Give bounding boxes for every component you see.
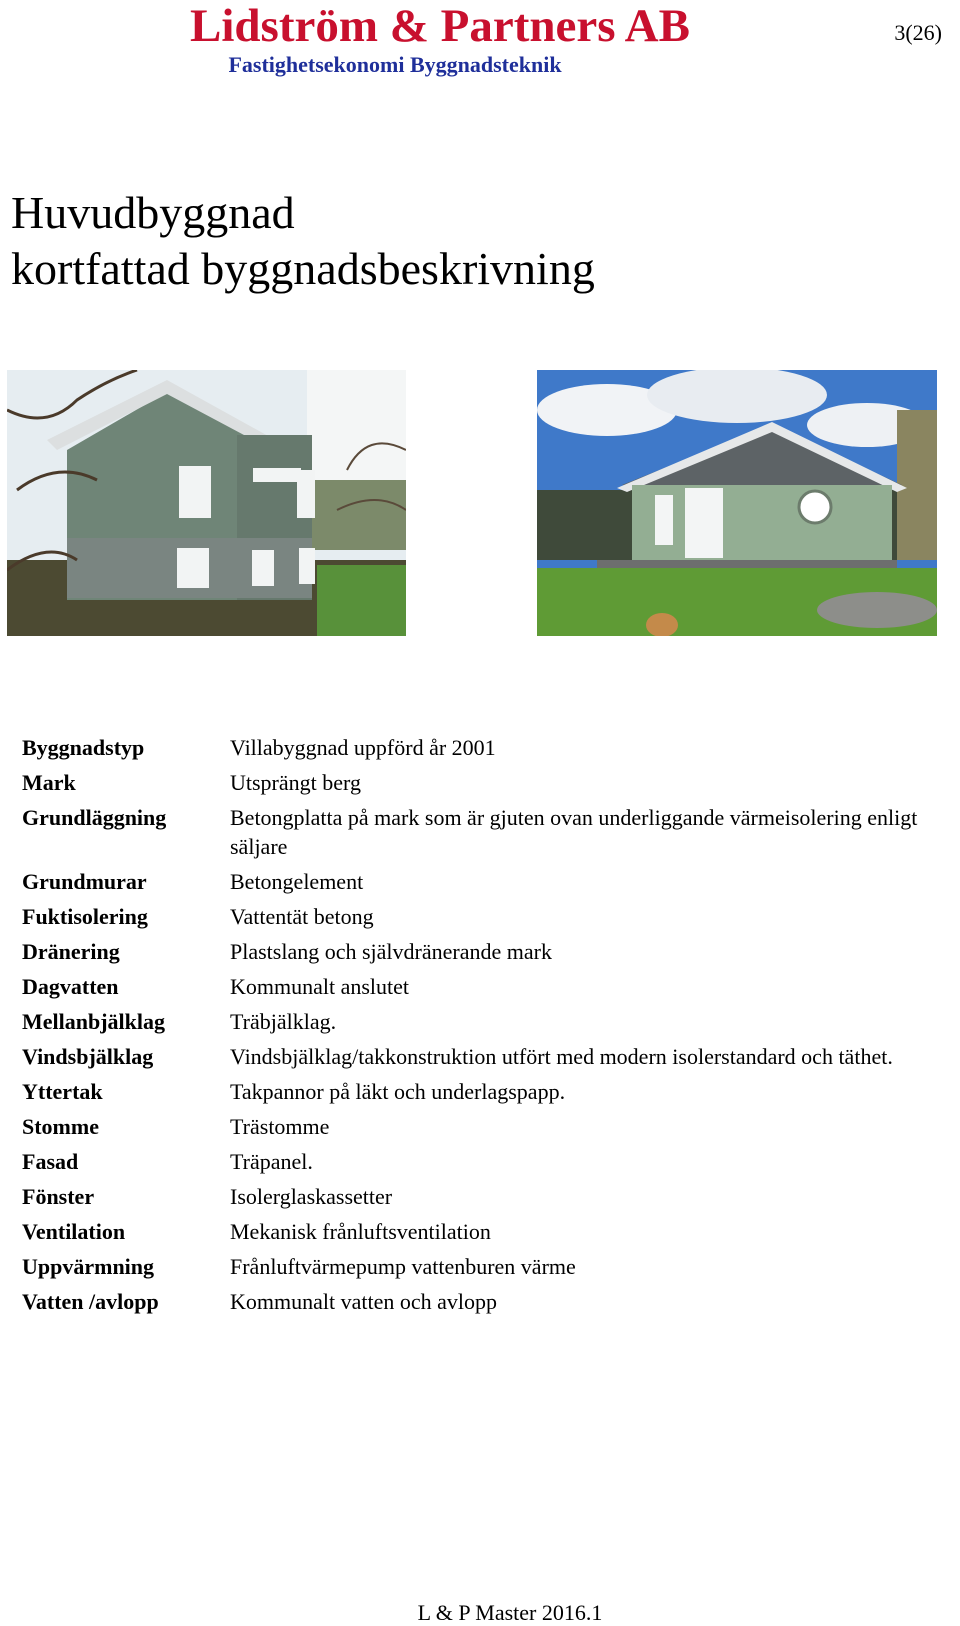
spec-row	[22, 1077, 942, 1106]
spec-value: Träbjälklag.	[230, 1009, 337, 1034]
spec-label: Fuktisolering	[22, 904, 148, 929]
spec-label: Fönster	[22, 1184, 95, 1209]
spec-label: Vatten /avlopp	[22, 1289, 159, 1314]
spec-label: Fasad	[22, 1149, 79, 1174]
spec-row	[22, 1007, 942, 1036]
spec-label: Grundläggning	[22, 805, 167, 830]
footer-text: L & P Master 2016.1	[417, 1600, 603, 1625]
company-name: Lidström & Partners AB	[190, 0, 690, 52]
house-photo-side	[7, 370, 406, 636]
spec-value: Vindsbjälklag/takkonstruktion utfört med modern isolerstandard och täthet.	[230, 1044, 893, 1069]
spec-label: Mark	[22, 770, 76, 795]
spec-value: Träpanel.	[230, 1149, 313, 1174]
spec-value: Takpannor på läkt och underlagspapp.	[230, 1079, 566, 1104]
page-heading	[11, 185, 595, 297]
heading-line-2: kortfattad byggnadsbeskrivning	[11, 243, 595, 294]
spec-row	[22, 1042, 942, 1071]
spec-label: Ventilation	[22, 1219, 126, 1244]
house-photo-terrace	[537, 370, 937, 636]
spec-row	[22, 803, 942, 861]
spec-row	[22, 1112, 942, 1141]
spec-row	[22, 1252, 942, 1281]
spec-row	[22, 1182, 942, 1211]
spec-label: Stomme	[22, 1114, 99, 1139]
spec-label: Grundmurar	[22, 869, 147, 894]
spec-label: Uppvärmning	[22, 1254, 155, 1279]
spec-label: Yttertak	[22, 1079, 103, 1104]
spec-value: Trästomme	[230, 1114, 330, 1139]
spec-label: Vindsbjälklag	[22, 1044, 154, 1069]
company-subtitle: Fastighetsekonomi Byggnadsteknik	[228, 52, 562, 77]
spec-value: Frånluftvärmepump vattenburen värme	[230, 1254, 576, 1279]
spec-label: Dagvatten	[22, 974, 119, 999]
spec-value: Vattentät betong	[230, 904, 374, 929]
spec-label: Mellanbjälklag	[22, 1009, 166, 1034]
page-number: 3(26)	[894, 20, 942, 45]
spec-label: Dränering	[22, 939, 120, 964]
spec-value: Mekanisk frånluftsventilation	[230, 1219, 491, 1244]
spec-row	[22, 902, 942, 931]
spec-row	[22, 733, 942, 762]
spec-row	[22, 1217, 942, 1246]
spec-value: Plastslang och självdränerande mark	[230, 939, 552, 964]
spec-row	[22, 972, 942, 1001]
spec-row	[22, 1147, 942, 1176]
spec-label: Byggnadstyp	[22, 735, 145, 760]
heading-line-1: Huvudbyggnad	[11, 187, 295, 238]
spec-value: Betongelement	[230, 869, 364, 894]
spec-row	[22, 937, 942, 966]
spec-value: Kommunalt vatten och avlopp	[230, 1289, 497, 1314]
spec-value: Kommunalt anslutet	[230, 974, 410, 999]
spec-value: Betongplatta på mark som är gjuten ovan underliggande värmeisolering enligt säljare	[230, 805, 918, 859]
spec-value: Villabyggnad uppförd år 2001	[230, 735, 496, 760]
spec-row	[22, 768, 942, 797]
spec-value: Utsprängt berg	[230, 770, 361, 795]
spec-row	[22, 867, 942, 896]
spec-value: Isolerglaskassetter	[230, 1184, 393, 1209]
building-spec-table	[22, 733, 942, 1322]
spec-row	[22, 1287, 942, 1316]
